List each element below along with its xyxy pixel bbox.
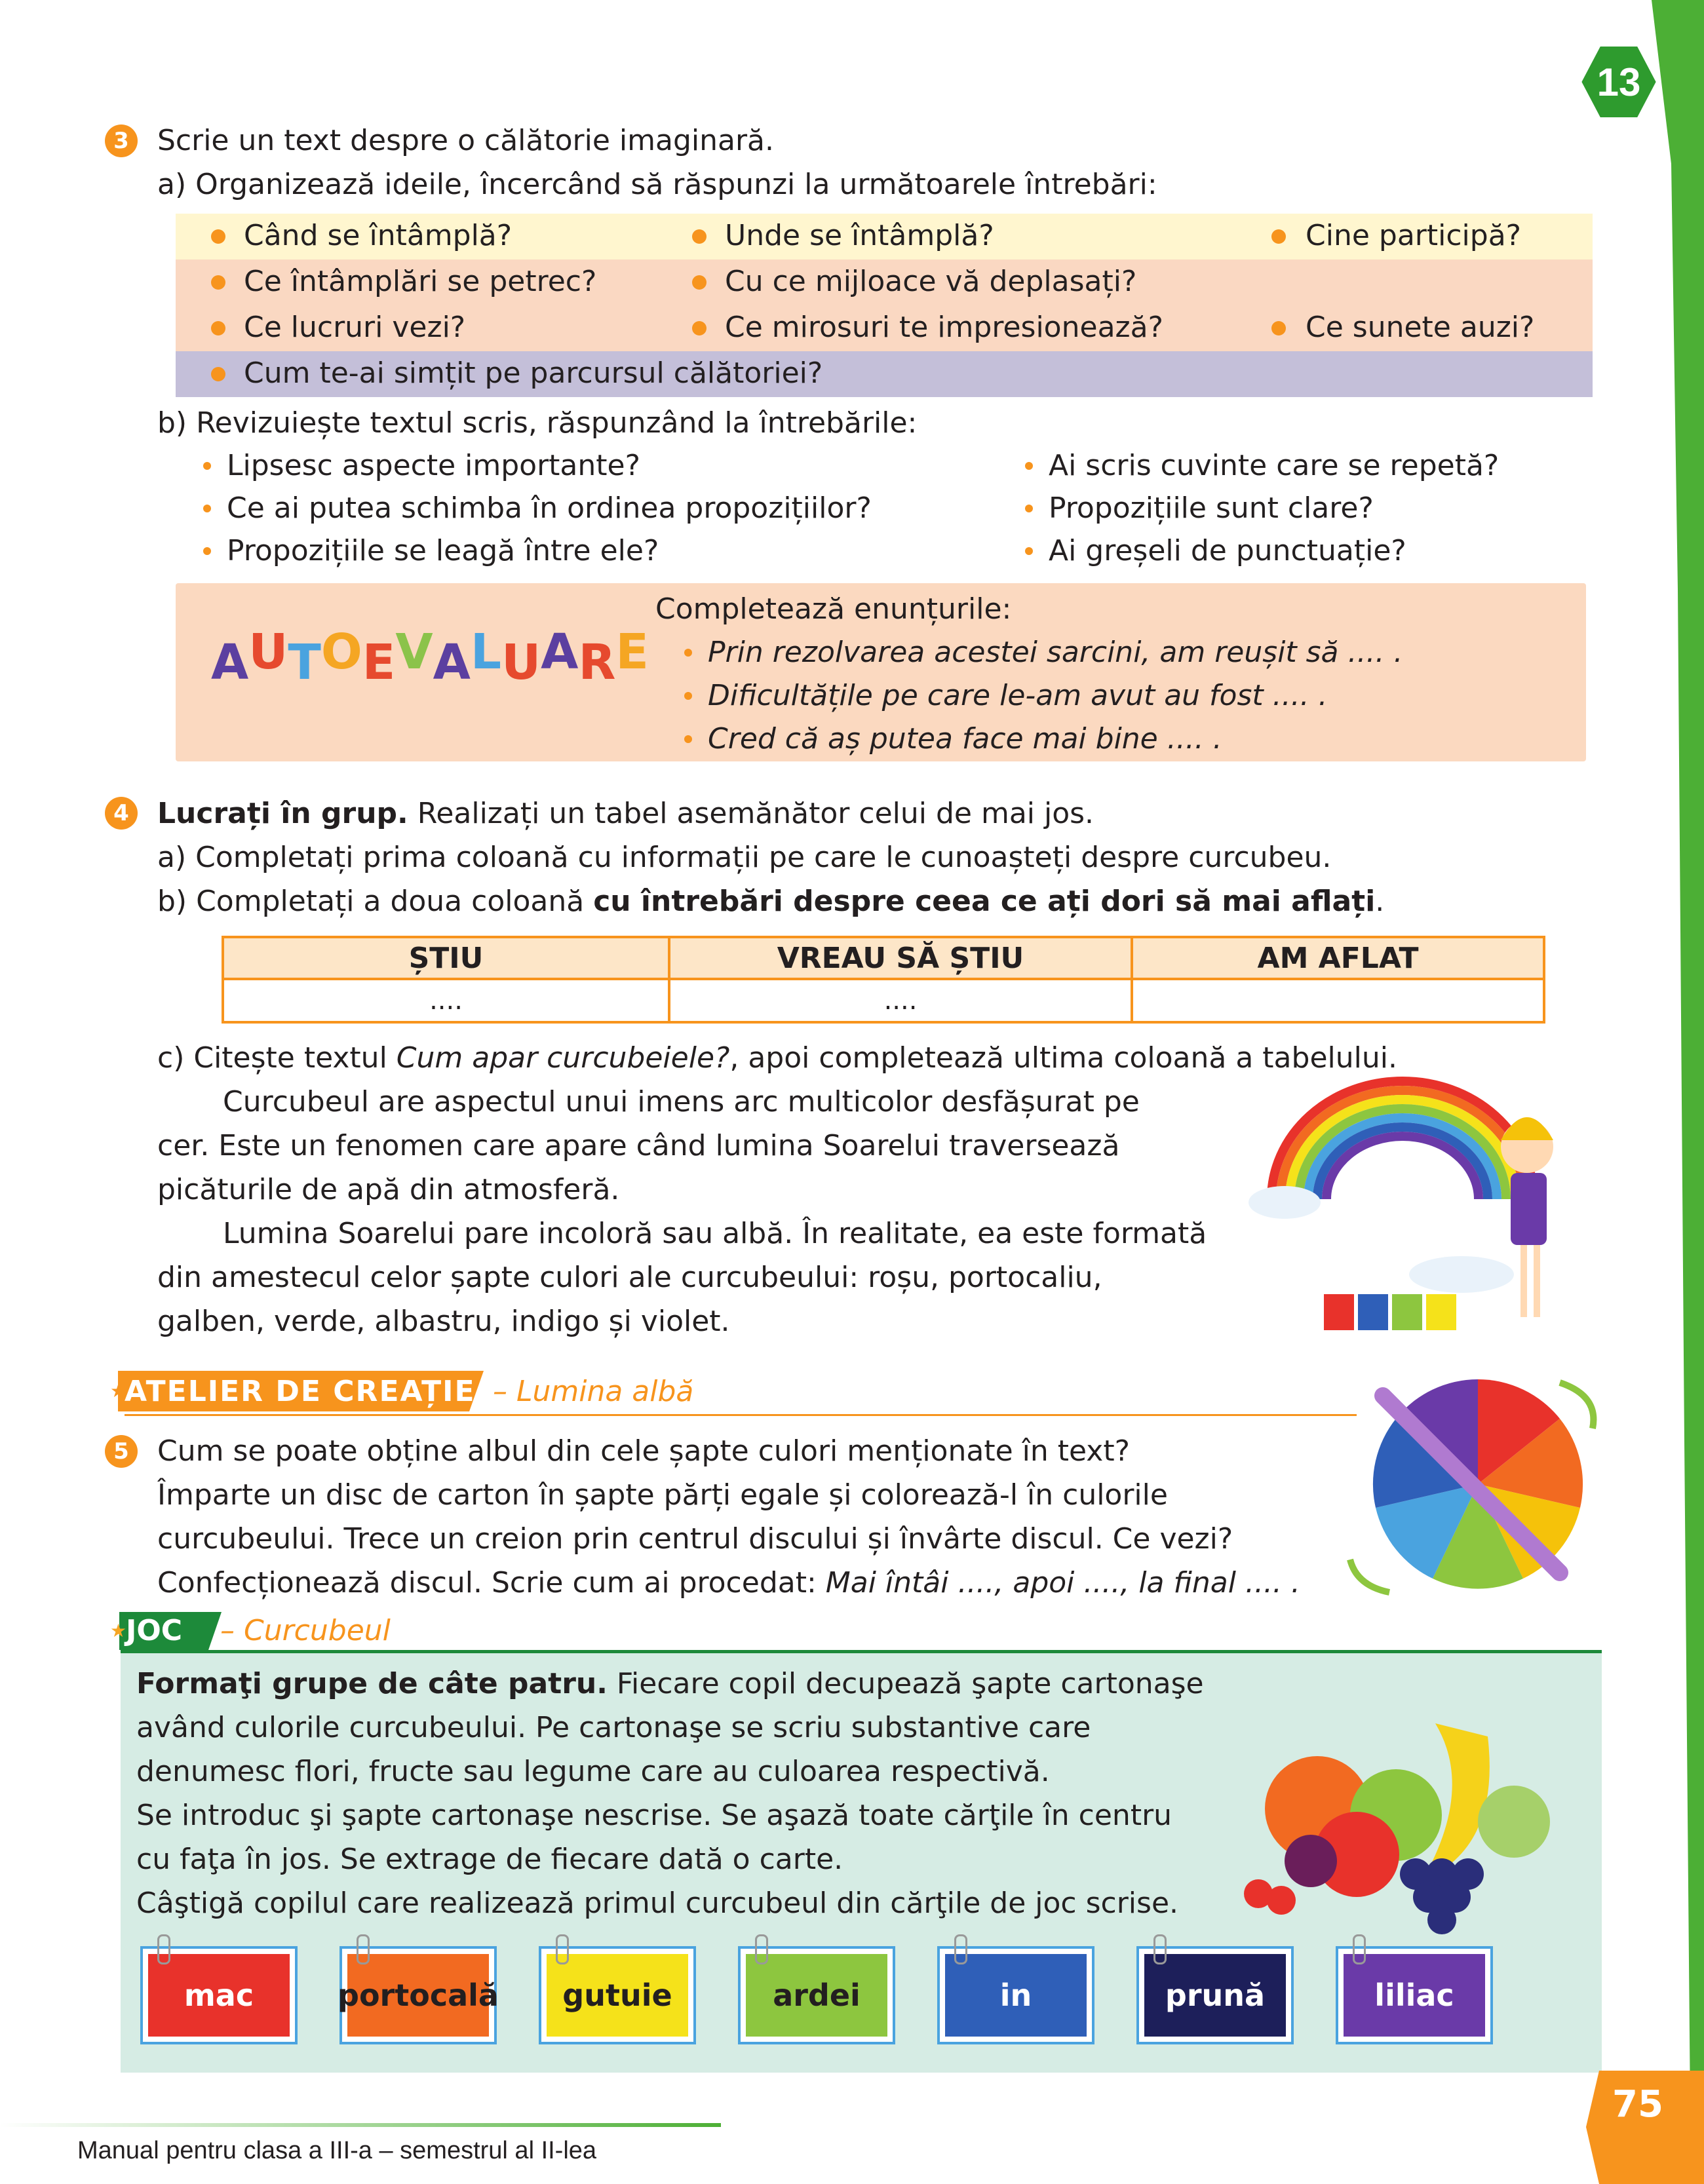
text-paragraph-line: galben, verde, albastru, indigo și violet. bbox=[157, 1305, 730, 1338]
table-cell bbox=[1132, 979, 1544, 1022]
rainbow-illustration bbox=[1245, 1068, 1599, 1356]
page-number: 75 bbox=[1612, 2083, 1663, 2126]
autoevaluare-letter: A bbox=[541, 624, 579, 680]
svg-text:★: ★ bbox=[110, 1620, 127, 1641]
review-item: Ai greșeli de punctuație? bbox=[1049, 534, 1406, 567]
word-card bbox=[140, 1946, 298, 2044]
autoevaluare-letter: O bbox=[320, 624, 362, 680]
exercise-4-a: a) Completați prima coloană cu informații pe care le cunoașteți despre curcubeu. bbox=[157, 841, 1332, 874]
exercise-4-intro: Lucrați în grup. Realizați un tabel asemănător celui de mai jos. bbox=[157, 797, 1094, 830]
question-item: Cum te-ai simțit pe parcursul călătoriei? bbox=[244, 356, 823, 390]
exercise-number: 3 bbox=[105, 125, 138, 157]
exercise-number: 5 bbox=[105, 1435, 138, 1468]
autoevaluare-letter: R bbox=[578, 634, 616, 691]
table-header: VREAU SĂ ȘTIU bbox=[669, 937, 1132, 979]
svg-text:★: ★ bbox=[110, 1380, 127, 1402]
word-card bbox=[339, 1946, 497, 2044]
text-paragraph-line: picăturile de apă din atmosferă. bbox=[157, 1173, 620, 1206]
exercise-3-intro: Scrie un text despre o călătorie imaginară. bbox=[157, 124, 774, 157]
autoevaluare-title bbox=[211, 624, 649, 691]
autoevaluare-letter: U bbox=[248, 624, 288, 680]
word-card-label: ardei bbox=[746, 1954, 887, 2037]
autoevaluare-item: Cred că aș putea face mai bine .... . bbox=[708, 722, 1222, 756]
word-card-label: portocală bbox=[347, 1954, 489, 2037]
autoevaluare-letter: E bbox=[362, 634, 396, 691]
review-item: Lipsesc aspecte importante? bbox=[227, 449, 640, 482]
exercise-5-line: Confecționează discul. Scrie cum ai procedat: Mai întâi ...., apoi ...., la final .... . bbox=[157, 1566, 1300, 1600]
autoevaluare-letter: V bbox=[395, 624, 433, 680]
exercise-3-a: a) Organizează ideile, încercând să răspunzi la următoarele întrebări: bbox=[157, 168, 1157, 201]
autoevaluare-letter: T bbox=[288, 634, 321, 691]
footer-text: Manual pentru clasa a III-a – semestrul al II-lea bbox=[77, 2137, 597, 2164]
autoevaluare-prompt: Completează enunțurile: bbox=[655, 592, 1012, 626]
joc-line: cu faţa în jos. Se extrage de fiecare dată o carte. bbox=[136, 1843, 843, 1876]
word-card bbox=[937, 1946, 1094, 2044]
question-item: Ce lucruri vezi? bbox=[244, 311, 466, 344]
autoevaluare-letter: U bbox=[501, 634, 541, 691]
exercise-3-b: b) Revizuiește textul scris, răspunzând la întrebările: bbox=[157, 406, 918, 440]
question-item: Ce mirosuri te impresionează? bbox=[725, 311, 1163, 344]
atelier-divider bbox=[125, 1414, 1357, 1416]
word-card bbox=[1336, 1946, 1493, 2044]
atelier-subtitle: – Lumina albă bbox=[493, 1375, 694, 1408]
page-edge-decoration bbox=[1599, 0, 1704, 2184]
exercise-5-line: curcubeului. Trece un creion prin centrul discului și învârte discul. Ce vezi? bbox=[157, 1522, 1233, 1556]
table-header: ȘTIU bbox=[223, 937, 669, 979]
atelier-label: ATELIER DE CREAȚIE bbox=[125, 1375, 476, 1408]
word-card bbox=[738, 1946, 895, 2044]
word-card-label: liliac bbox=[1344, 1954, 1485, 2037]
word-card bbox=[1136, 1946, 1294, 2044]
color-wheel-illustration bbox=[1337, 1370, 1612, 1599]
paperclip-icon bbox=[1153, 1934, 1167, 1964]
chapter-badge bbox=[1576, 39, 1661, 125]
paperclip-icon bbox=[954, 1934, 967, 1964]
exercise-4-b: b) Completați a doua coloană cu întrebări despre ceea ce ați dori să mai aflați. bbox=[157, 885, 1385, 918]
question-item: Ce întâmplări se petrec? bbox=[244, 265, 597, 298]
exercise-5-line: Cum se poate obține albul din cele șapte culori menționate în text? bbox=[157, 1434, 1130, 1468]
joc-subtitle: – Curcubeul bbox=[220, 1614, 391, 1647]
autoevaluare-letter: A bbox=[433, 634, 471, 691]
joc-line: având culorile curcubeului. Pe cartonaşe se scriu substantive care bbox=[136, 1711, 1091, 1744]
table-cell: .... bbox=[669, 979, 1132, 1022]
text-paragraph-line: Curcubeul are aspectul unui imens arc multicolor desfășurat pe bbox=[223, 1085, 1140, 1119]
joc-line: Câştigă copilul care realizează primul curcubeul din cărţile de joc scrise. bbox=[136, 1887, 1178, 1920]
joc-line: Formaţi grupe de câte patru. Fiecare copil decupează şapte cartonaşe bbox=[136, 1667, 1204, 1700]
autoevaluare-letter: A bbox=[211, 634, 249, 691]
paperclip-icon bbox=[1353, 1934, 1366, 1964]
question-item: Cu ce mijloace vă deplasați? bbox=[725, 265, 1137, 298]
fruits-illustration bbox=[1226, 1697, 1566, 1940]
paperclip-icon bbox=[357, 1934, 370, 1964]
paperclip-icon bbox=[755, 1934, 768, 1964]
question-item: Unde se întâmplă? bbox=[725, 219, 994, 252]
text-paragraph-line: Lumina Soarelui pare incoloră sau albă. În realitate, ea este formată bbox=[223, 1217, 1207, 1250]
joc-label: JOC bbox=[126, 1614, 183, 1647]
word-card-label: prună bbox=[1144, 1954, 1286, 2037]
review-item: Propozițiile se leagă între ele? bbox=[227, 534, 659, 567]
text-paragraph-line: din amestecul celor șapte culori ale curcubeului: roșu, portocaliu, bbox=[157, 1261, 1102, 1294]
autoevaluare-letter: E bbox=[615, 624, 649, 680]
exercise-number: 4 bbox=[105, 797, 138, 830]
exercise-5-line: Împarte un disc de carton în șapte părți egale și colorează-l în culorile bbox=[157, 1478, 1168, 1512]
table-header: AM AFLAT bbox=[1132, 937, 1544, 979]
question-item: Cine participă? bbox=[1306, 219, 1522, 252]
word-card-label: in bbox=[945, 1954, 1087, 2037]
autoevaluare-item: Dificultățile pe care le-am avut au fost .... . bbox=[708, 679, 1328, 712]
exercise-4-c: c) Citește textul Cum apar curcubeiele?, apoi completează ultima coloană a tabelului. bbox=[157, 1041, 1397, 1075]
question-item: Ce sunete auzi? bbox=[1306, 311, 1535, 344]
chapter-number: 13 bbox=[1597, 60, 1641, 104]
review-item: Ce ai putea schimba în ordinea propozițiilor? bbox=[227, 491, 872, 525]
text-paragraph-line: cer. Este un fenomen care apare când lumina Soarelui traversează bbox=[157, 1129, 1120, 1162]
review-item: Ai scris cuvinte care se repetă? bbox=[1049, 449, 1500, 482]
joc-line: Se introduc şi şapte cartonaşe nescrise. Se aşază toate cărţile în centru bbox=[136, 1799, 1172, 1832]
question-item: Când se întâmplă? bbox=[244, 219, 513, 252]
word-card bbox=[539, 1946, 696, 2044]
review-item: Propozițiile sunt clare? bbox=[1049, 491, 1374, 525]
footer-line bbox=[0, 2123, 721, 2127]
autoevaluare-letter: L bbox=[470, 624, 502, 680]
joc-line: denumesc flori, fructe sau legume care au culoarea respectivă. bbox=[136, 1755, 1050, 1788]
autoevaluare-item: Prin rezolvarea acestei sarcini, am reușit să .... . bbox=[708, 636, 1403, 669]
table-cell: .... bbox=[223, 979, 669, 1022]
word-card-label: mac bbox=[148, 1954, 290, 2037]
paperclip-icon bbox=[556, 1934, 569, 1964]
kwl-table bbox=[222, 936, 1545, 1024]
paperclip-icon bbox=[157, 1934, 170, 1964]
word-card-label: gutuie bbox=[547, 1954, 688, 2037]
